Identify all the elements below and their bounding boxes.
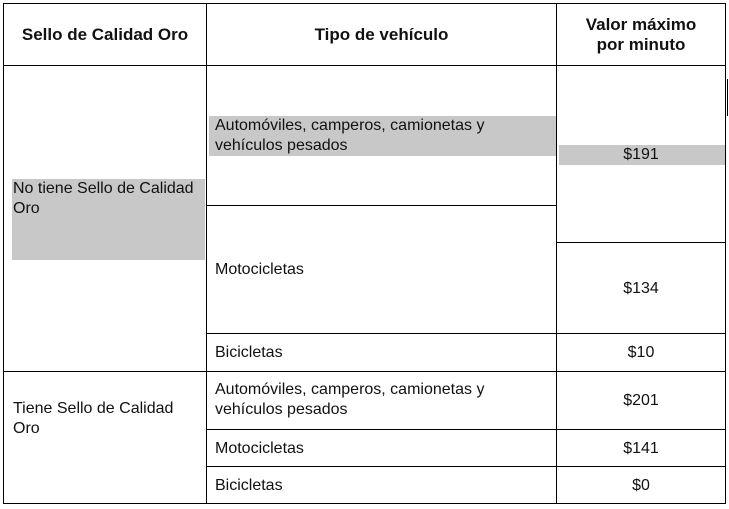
vehicle-cell: Bicicletas [215, 477, 283, 494]
vehicle-cell: Bicicletas [215, 344, 283, 361]
value-cell: $191 [623, 146, 659, 163]
vehicle-cell: Motocicletas [215, 261, 304, 278]
vehicle-cell: Automóviles, camperos, camionetas y vehículos pesados [215, 381, 485, 418]
group-separator-line [3, 371, 726, 372]
row-line-4 [206, 429, 726, 430]
value-cell: $134 [623, 280, 659, 297]
table-divider-v2 [556, 3, 557, 503]
value-cell: $141 [623, 440, 659, 457]
row-line-value-1 [556, 242, 726, 243]
table-border-bottom [3, 503, 726, 504]
vehicle-cell: Automóviles, camperos, camionetas y vehículos pesados [215, 117, 485, 154]
row-line-5 [206, 466, 726, 467]
value-cell: $10 [627, 344, 655, 361]
header-vehicle-type: Tipo de vehículo [314, 25, 449, 44]
header-bottom-line [3, 65, 726, 66]
header-max-value: Valor máximo por minuto [585, 15, 697, 54]
table-border-right-stub [727, 79, 728, 116]
vehicle-cell: Motocicletas [215, 440, 304, 457]
row-line-vehicle-1 [206, 205, 557, 206]
seal-yes-cell: Tiene Sello de Calidad Oro [13, 400, 174, 437]
table-border-right [725, 3, 726, 503]
table-border-top [3, 3, 726, 4]
seal-no-cell: No tiene Sello de Calidad Oro [13, 180, 194, 217]
table-divider-v1 [206, 3, 207, 503]
row-line-2 [206, 333, 726, 334]
header-seal: Sello de Calidad Oro [21, 25, 189, 44]
value-cell: $201 [623, 392, 659, 409]
value-cell: $0 [632, 477, 650, 494]
table-border-left [3, 3, 4, 503]
